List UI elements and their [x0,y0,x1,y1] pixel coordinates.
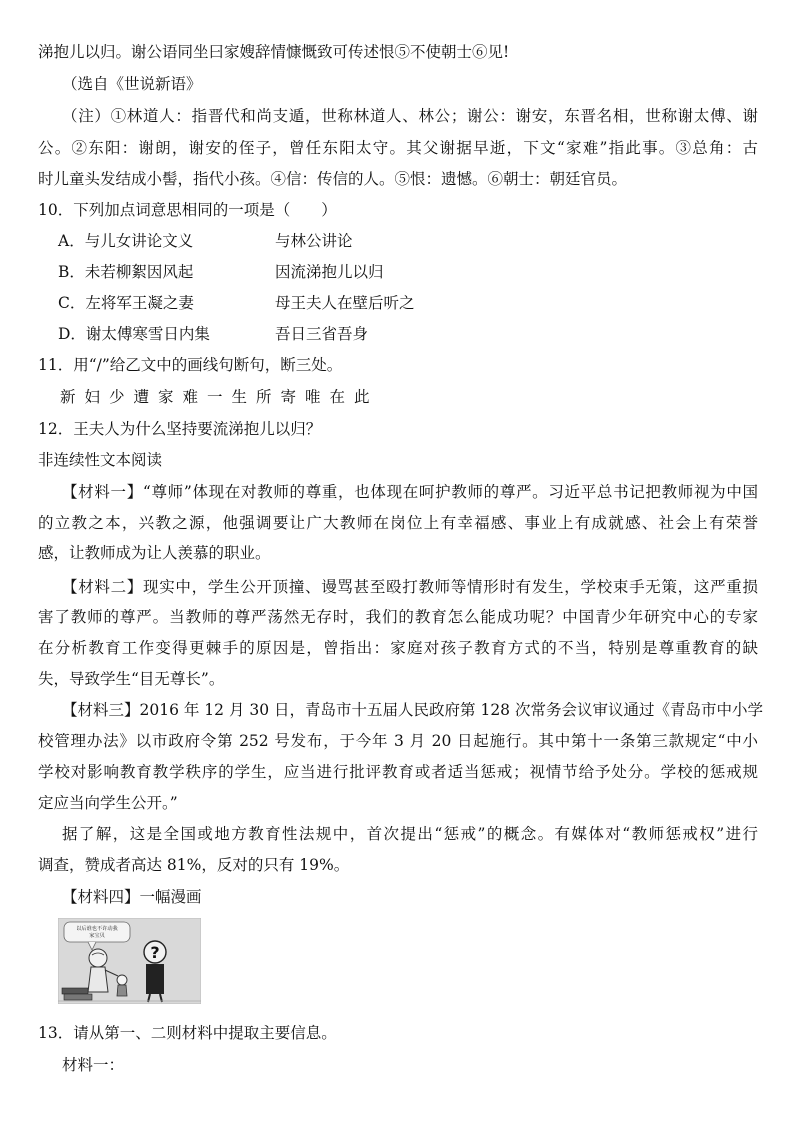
q11-sentence: 新妇少遭家难一生所寄唯在此 [60,388,379,406]
material1-line-1: 【材料一】“尊师”体现在对教师的尊重，也体现在呵护教师的尊严。习近平总书记把教师视为中国 [62,483,758,501]
svg-text:?: ? [150,943,160,962]
q10-option-d-right: 吾日三省吾身 [275,325,369,343]
parent-head [89,949,107,967]
parent-body [88,967,108,992]
child-head [117,975,127,985]
q10-option-d-left: D．谢太傅寒雪日内集 [58,325,210,343]
q10-option-a-left: A．与儿女讲论文义 [58,232,194,250]
q10-option-b-right: 因流涕抱儿以归 [275,263,384,281]
material3-line-1: 【材料三】2016 年 12 月 30 日，青岛市十五届人民政府第 128 次常务会议审议通过《青岛市中小学 [62,701,763,719]
q12-stem: 12．王夫人为什么坚持要流涕抱儿以归？ [38,420,322,438]
q13-answer-label: 材料一： [62,1056,125,1074]
material3-extra-line-2: 调查，赞成者高达 81%，反对的只有 19%。 [38,856,350,874]
q10-option-c-left: C．左将军王凝之妻 [58,294,194,312]
passage-end: 涕抱儿以归。谢公语同坐曰家嫂辞情慷慨致可传述恨⑤不使朝士⑥见! [38,43,510,61]
speech-bubble-text-part: 家宝贝 [89,933,105,939]
material3-line-3: 学校对影响教育教学秩序的学生，应当进行批评教育或者适当惩戒；视情节给予处分。学校的惩戒规 [38,763,758,781]
teacher-body [146,964,164,994]
notes-line-1: （注）①林道人：指晋代和尚支遁，世称林道人、林公；谢公：谢安，东晋名相，世称谢太傅、谢 [62,107,758,125]
material2-line-4: 失，导致学生“目无尊长”。 [38,670,225,688]
q10-option-b-left: B．未若柳絮因风起 [58,263,194,281]
q10-option-a-right: 与林公讲论 [275,232,353,250]
material1-line-2: 的立教之本，兴教之源，他强调要让广大教师在岗位上有幸福感、事业上有成就感、社会上有荣誉 [38,514,758,532]
q11-stem: 11．用“/”给乙文中的画线句断句，断三处。 [38,356,343,374]
speech-bubble-text-part: 以后谁也不许动我 [76,926,118,932]
material3-extra-line-1: 据了解，这是全国或地方教育性法规中，首次提出“惩戒”的概念。有媒体对“教师惩戒权”进行 [62,825,758,843]
q13-stem: 13．请从第一、二则材料中提取主要信息。 [38,1024,337,1042]
section-title: 非连续性文本阅读 [38,451,163,469]
material1-line-3: 感，让教师成为让人羡慕的职业。 [38,544,271,562]
material3-line-4: 定应当向学生公开。” [38,794,178,812]
material2-line-2: 害了教师的尊严。当教师的尊严荡然无存时，我们的教育怎么能成功呢？中国青少年研究中心的专家 [38,608,758,626]
q10-option-c-right: 母王夫人在壁后听之 [275,294,415,312]
material2-line-3: 在分析教育工作变得更棘手的原因是，曾指出：家庭对孩子教育方式的不当，特别是尊重教育的缺 [38,639,758,657]
material4-label: 【材料四】一幅漫画 [62,888,202,906]
speech-bubble [64,922,130,942]
notes-line-3: 时儿童头发结成小髻，指代小孩。④信：传信的人。⑤恨：遗憾。⑥朝士：朝廷官员。 [38,170,628,188]
child-body [117,985,127,996]
books [64,994,92,1000]
material2-line-1: 【材料二】现实中，学生公开顶撞、谩骂甚至殴打教师等情形时有发生，学校束手无策，这严重损 [62,578,758,596]
cartoon-image [58,918,201,1004]
passage-source: （选自《世说新语》 [62,75,202,93]
material3-line-2: 校管理办法》以市政府令第 252 号发布，于今年 3 月 20 日起施行。其中第十一条第三款规定“中小 [38,732,758,750]
notes-line-2: 公。②东阳：谢朗，谢安的侄子，曾任东阳太守。其父谢据早逝，下文“家难”指此事。③总角：古 [38,139,758,157]
q10-stem: 10．下列加点词意思相同的一项是（ ） [38,201,337,219]
